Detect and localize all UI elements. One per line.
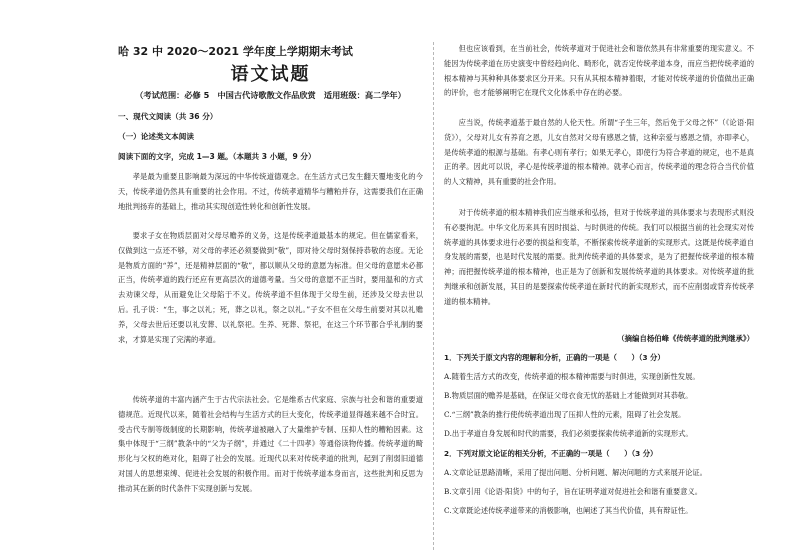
question-2-option-a: A.文章论证思路清晰，采用了提出问题、分析问题、解决问题的方式来展开论证。: [444, 468, 707, 477]
exam-scope: （考试范围：必修 5 中国古代诗歌散文作品欣赏 适用班级：高二学年）: [135, 90, 406, 100]
section-heading: 一、现代文阅读（共 36 分）: [118, 112, 218, 121]
passage-paragraph: 孝是最为重要且影响最为深远的中华传统道德观念。在生活方式已发生翻天覆地变化的今天，传统孝道仍然具有重要的社会作用。不过，传统孝道精华与糟粕并存，这需要我们在正确地批判扬弃的基础上，推动其实现创造性转化和创新性发展。: [118, 172, 423, 211]
question-1-option-c: C.“三纲”教条的推行使传统孝道出现了压抑人性的元素，阻碍了社会发展。: [444, 410, 686, 419]
exam-title: 哈 32 中 2020～2021 学年度上学期期末考试: [118, 45, 353, 58]
question-1-option-b: B.物质层面的赡养是基础，在保证父母衣食无忧的基础上才能做到对其恭敬。: [444, 391, 693, 400]
question-2-stem: 2．下列对原文论证的相关分析，不正确的一项是（ ）（3 分）: [444, 449, 658, 458]
passage-paragraph: 传统孝道的丰富内涵产生于古代宗法社会。它是维系古代家庭、宗族与社会和谐的重要道德规范。近现代以来，随着社会结构与生活方式的巨大变化，传统孝道显得越来越不合时宜。受古代专制等级制度的长期影响，传统孝道被融入了大量维护专制、压抑人性的糟粕因素。这集中体现于“三纲”教条中的“父为子纲”，并通过《二十四孝》等通俗读物传播。传统孝道的畸形化与父权的绝对化，阻碍了社会的发展。近现代以来对传统孝道的批判，起到了削弱旧道德对国人的思想束缚、促进社会发展的积极作用。而对于传统孝道本身而言，这些批判和反思为推动其在新的时代条件下实现创新与发展。: [118, 395, 423, 493]
passage-paragraph: 要求子女在物质层面对父母尽赡养的义务，这是传统孝道最基本的规定。但在儒家看来，仅做到这一点还不够，对父母的孝还必须要做到“敬”，即对待父母时刻保持恭敬的态度。无论是物质方面的“养”，还是精神层面的“敬”，都以顺从父母的意愿为标准。但父母的意愿未必都正当，传统孝道的践行还应有更高层次的道德考量。当父母的意愿不正当时，要用温和的方式去劝谏父母，从而避免让父母陷于不义。传统孝道不但体现于父母生前，还涉及父母去世以后。孔子说：“生，事之以礼；死，葬之以礼，祭之以礼。”子女不但在父母生前要对其以礼赡养，父母去世后还要以礼安葬、以礼祭祀。生养、死葬、祭祀，在这三个环节都合乎礼制的要求，才算是实现了完满的孝道。: [118, 231, 423, 344]
question-1-option-a: A.随着生活方式的改变，传统孝道的根本精神需要与时俱进，实现创新性发展。: [444, 372, 700, 381]
passage-paragraph: 对于传统孝道的根本精神我们应当继承和弘扬，但对于传统孝道的具体要求与表现形式则没有必要拘泥。中华文化历来具有因时损益、与时俱进的传统。我们可以根据当前的社会现实对传统孝道的具体要求进行必要的损益和变革，不断探索传统孝道新的实现形式。这既是传统孝道自身发展的需要，也是时代发展的需要。批判传统孝道的具体要求，是为了把握传统孝道的根本精神；而把握传统孝道的根本精神，也正是为了创新和发展传统孝道的具体要求。对传统孝道的批判继承和创新发展，其目的是要探索传统孝道在新时代的新实现形式，而不应削弱或背弃传统孝道的根本精神。: [444, 208, 754, 306]
subsection-heading: （一）论述类文本阅读: [118, 132, 194, 141]
question-1-stem: 1．下列关于原文内容的理解和分析，正确的一项是（ ）（3 分）: [444, 353, 665, 362]
subject-title: 语文试题: [230, 64, 311, 85]
source-citation: （摘编自杨伯峰《传统孝道的批判继承》）: [617, 334, 754, 343]
reading-instruction: 阅读下面的文字，完成 1—3 题。（本题共 3 小题，9 分）: [118, 152, 316, 161]
question-2-option-c: C.文章既论述传统孝道带来的消极影响，也阐述了其当代价值，具有辩证性。: [444, 506, 693, 515]
passage-paragraph: 应当说，传统孝道基于最自然的人伦天性。所谓“子生三年，然后免于父母之怀”（《论语·阳货》），父母对儿女有养育之恩，儿女自然对父母有感恩之情，这种亲爱与感恩之情，亦即孝心，是传统孝道的根源与基础。有孝心则有孝行；如果无孝心，即使行为符合孝道的规定，也不是真正的孝。因此可以说，孝心是传统孝道的根本精神。就孝心而言，传统孝道的理念符合当代价值的人文精神，具有重要的社会作用。: [444, 118, 754, 187]
question-2-option-b: B.文章引用《论语·阳货》中的句子，旨在证明孝道对促进社会和谐有重要意义。: [444, 487, 703, 496]
column-divider: [433, 42, 434, 550]
question-1-option-d: D.出于孝道自身发展和时代的需要，我们必须要探索传统孝道新的实现形式。: [444, 429, 693, 438]
passage-paragraph: 但也应该看到，在当前社会，传统孝道对于促进社会和谐依然具有非常重要的现实意义。不能因为传统孝道在历史演变中曾经趋向化、畸形化，就否定传统孝道本身，而应当把传统孝道的根本精神与其种种具体要求区分开来。只有从其根本精神着眼，才能对传统孝道的价值做出正确的评价，也才能够阐明它在现代文化体系中存在的必要。: [444, 44, 754, 98]
